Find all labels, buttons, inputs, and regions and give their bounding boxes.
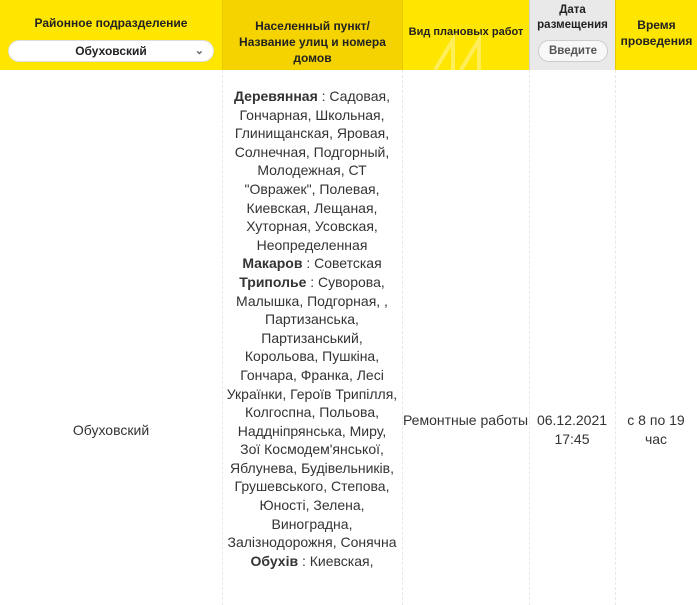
date-input-button[interactable]: Введите — [538, 40, 608, 62]
district-header-label: Районное подразделение — [34, 16, 188, 30]
date-cell: 06.12.2021 17:45 — [536, 412, 608, 447]
settlement-name: Обухів — [250, 552, 299, 569]
settlement-name: Деревянная — [234, 88, 318, 104]
settlement-name: Макаров — [242, 255, 303, 272]
streets-cell — [226, 87, 398, 570]
street-header-label: Населенный пункт/Название улиц и номера домов — [239, 19, 386, 65]
settlement-streets: : Советская — [302, 255, 382, 272]
district-select-value: Обуховский — [75, 44, 147, 58]
street-header — [222, 0, 402, 70]
chevron-down-icon: ⌄ — [194, 45, 204, 57]
district-header — [0, 0, 222, 70]
work-type-cell: Ремонтные работы — [402, 412, 529, 428]
district-select[interactable] — [8, 40, 214, 62]
settlement-streets: : Киевская, — [298, 552, 374, 569]
table-header — [0, 0, 697, 70]
time-header — [615, 0, 697, 70]
time-header-label: Время проведения — [620, 18, 693, 48]
work-type-header-label: Вид плановых работ — [408, 26, 524, 38]
settlement-streets: : Садовая, Гончарная, Школьная, Глинищанская, Яровая, Солнечная, Подгорный, Молодежная, СТ "Овражек", Полевая, Киевская, Лещаная, Хуторная, Усовская, Неопределенная — [234, 88, 390, 253]
time-cell: с 8 по 19 час — [627, 412, 685, 447]
column-divider — [615, 70, 616, 605]
settlement-name: Триполье — [239, 273, 307, 290]
column-divider — [529, 70, 530, 605]
watermark-logo-icon — [431, 30, 521, 70]
date-header-label: Дата размещения — [537, 4, 608, 31]
column-divider — [402, 70, 403, 605]
district-cell: Обуховский — [72, 422, 150, 438]
column-divider — [222, 70, 223, 605]
table-body — [0, 70, 697, 605]
work-type-header — [402, 0, 529, 70]
settlement-streets: : Суворова, Малышка, Подгорная, , Партизанська, Партизанський, Корольова, Пушкіна, Гончара, Франка, Лесі Українки, Героїв Трипілля, Колгоспна, Польова, Наддніпрянська, Миру, Зої Космодем'янської, Яблунева, Будівельників, Грушевського, Степова, Юності, Зелена, Виноградна, Залізнодорожня, Сонячна — [226, 273, 398, 551]
date-header — [529, 0, 615, 70]
